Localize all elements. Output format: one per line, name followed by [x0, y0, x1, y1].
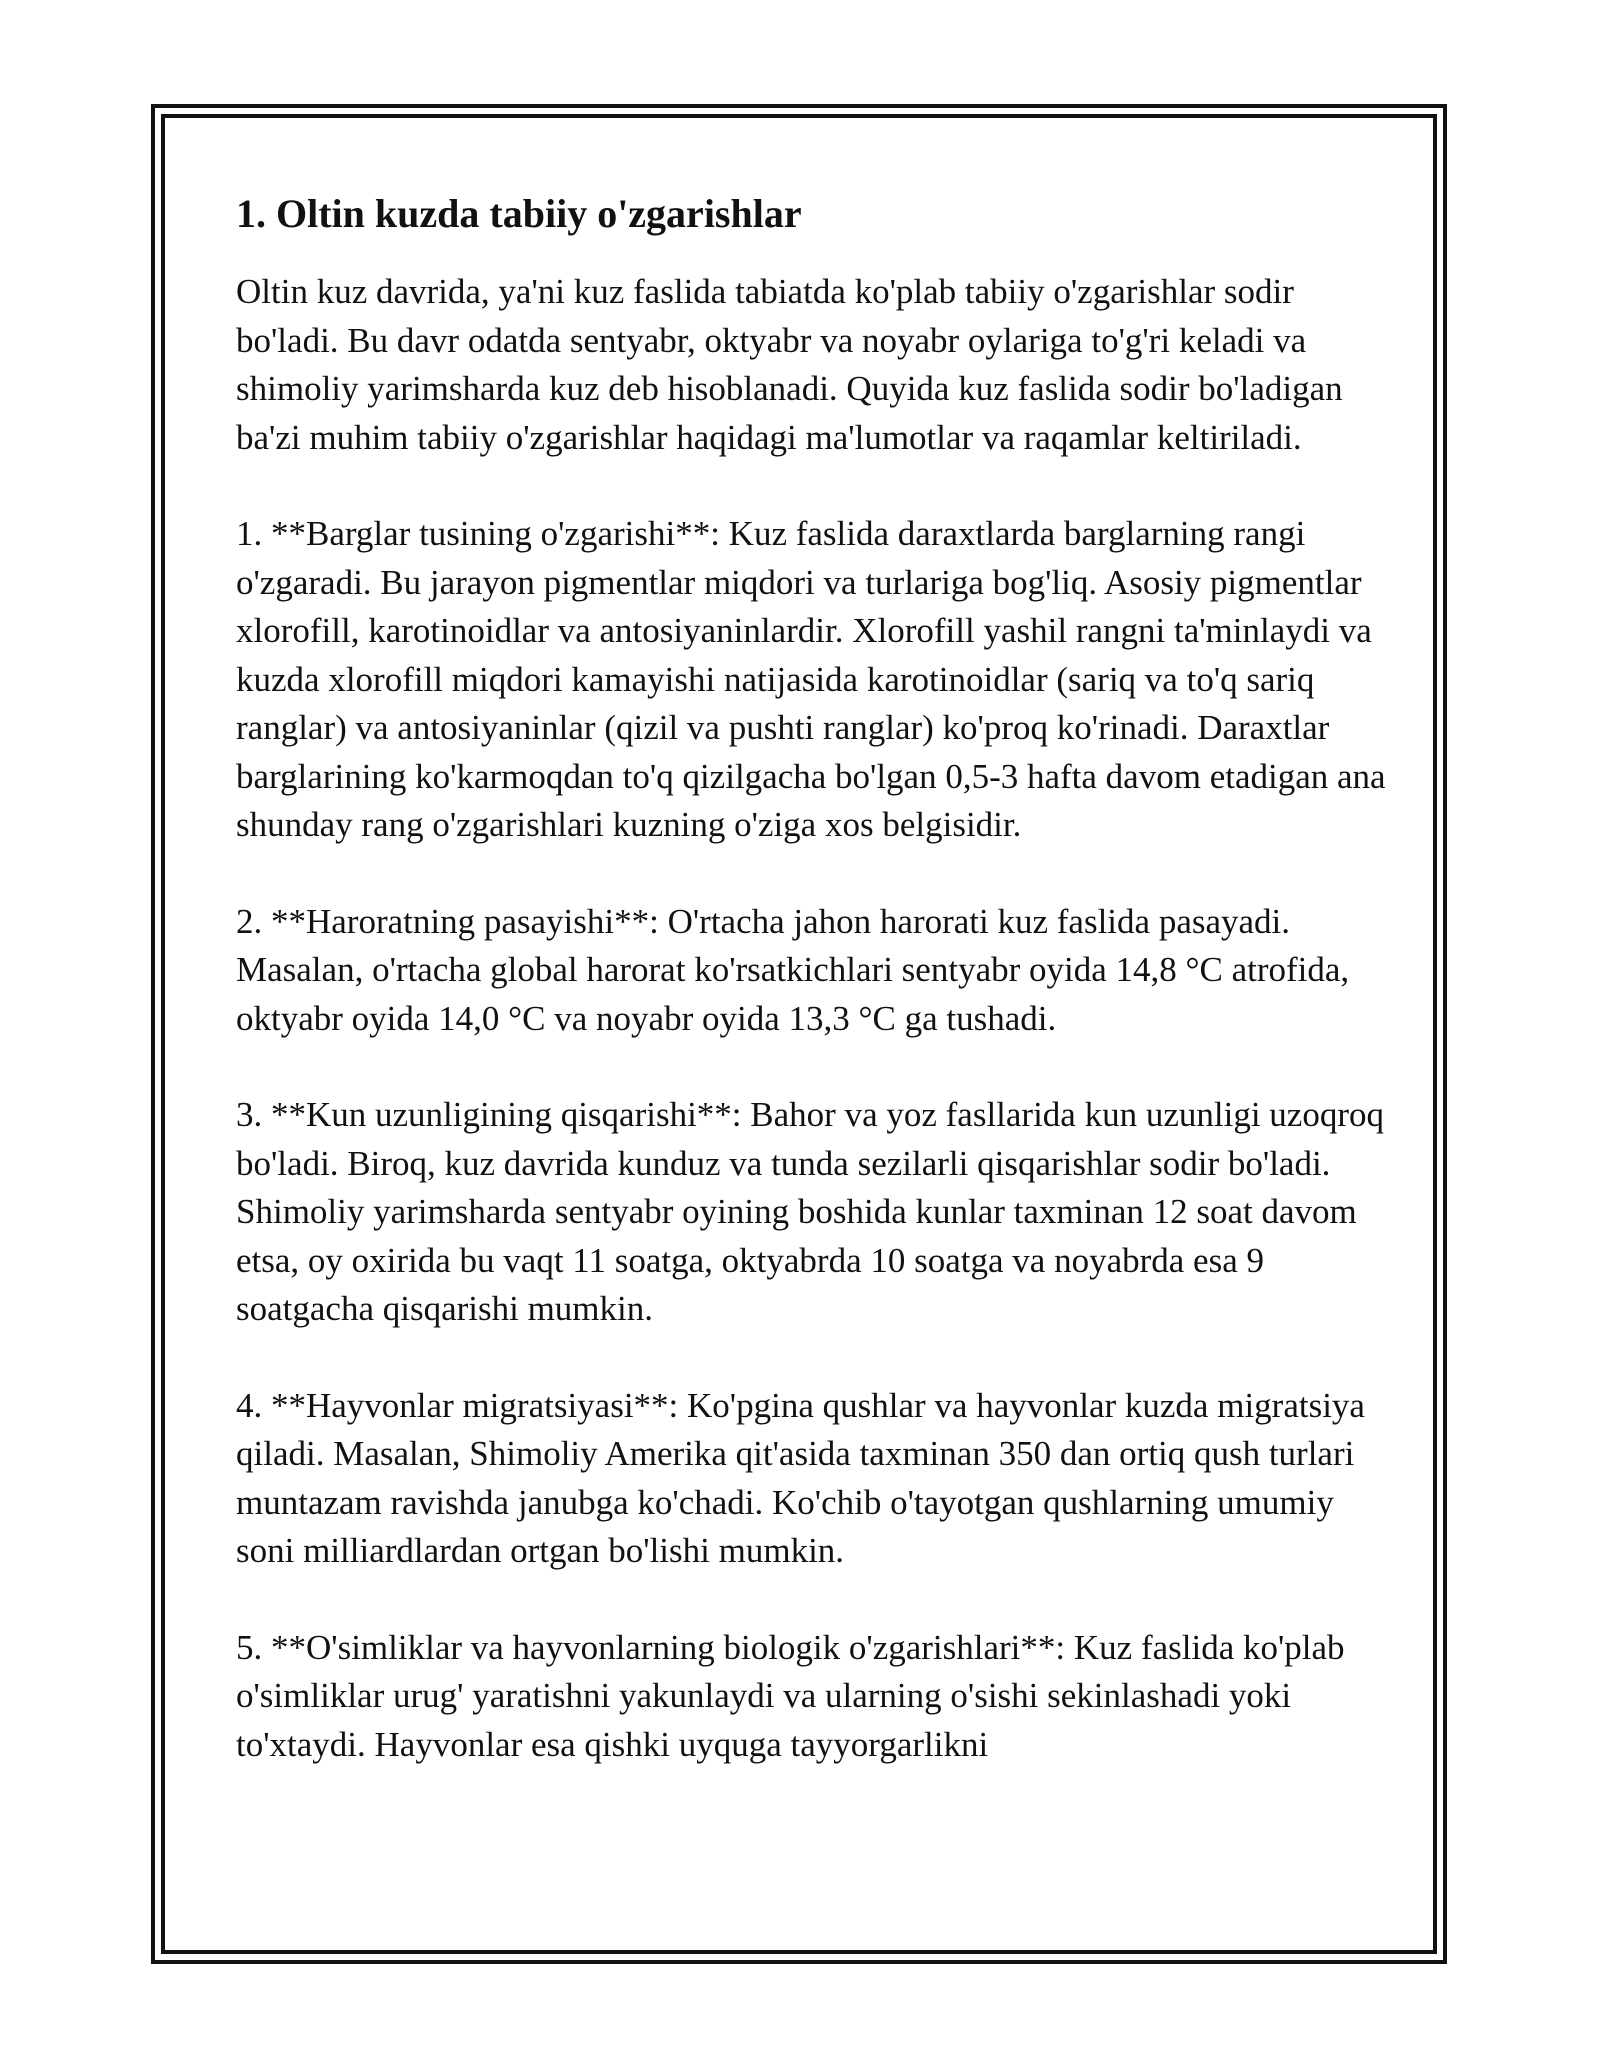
- paragraph-biological-changes: 5. **O'simliklar va hayvonlarning biologik o'zgarishlari**: Kuz faslida ko'plab o'simliklar urug' yaratishni yakunlaydi va ularning o'sishi sekinlashadi yoki to'xtaydi. Hayvonlar esa qishki uyquga tayyorgarlikni: [236, 1627, 1345, 1764]
- paragraph-leaf-color: 1. **Barglar tusining o'zgarishi**: Kuz faslida daraxtlarda barglarning rangi o'zgaradi. Bu jarayon pigmentlar miqdori va turlariga bog'liq. Asosiy pigmentlar xlorofill, karotinoidlar va antosiyaninlardir. Xlorofill yashil rangni ta'minlaydi va kuzda xlorofill miqdori kamayishi natijasida karotinoidlar (sariq va to'q sariq ranglar) va antosiyaninlar (qizil va pushti ranglar) ko'proq ko'rinadi. Daraxtlar barglarining ko'karmoqdan to'q qizilgacha bo'lgan 0,5-3 hafta davom etadigan ana shunday rang o'zgarishlari kuzning o'ziga xos belgisidir.: [236, 514, 1386, 844]
- section-heading: 1. Oltin kuzda tabiiy o'zgarishlar: [236, 191, 802, 236]
- paragraph-migration: 4. **Hayvonlar migratsiyasi**: Ko'pgina qushlar va hayvonlar kuzda migratsiya qiladi. Masalan, Shimoliy Amerika qit'asida taxminan 350 dan ortiq qush turlari muntazam ravishda janubga ko'chadi. Ko'chib o'tayotgan qushlarning umumiy soni milliardlardan ortgan bo'lishi mumkin.: [236, 1385, 1365, 1570]
- intro-paragraph: Oltin kuz davrida, ya'ni kuz faslida tabiatda ko'plab tabiiy o'zgarishlar sodir bo'ladi. Bu davr odatda sentyabr, oktyabr va noyabr oylariga to'g'ri keladi va shimoliy yarimsharda kuz deb hisoblanadi. Quyida kuz faslida sodir bo'ladigan ba'zi muhim tabiiy o'zgarishlar haqidagi ma'lumotlar va raqamlar keltiriladi.: [236, 272, 1343, 457]
- paragraph-day-length: 3. **Kun uzunligining qisqarishi**: Bahor va yoz fasllarida kun uzunligi uzoqroq bo'ladi. Biroq, kuz davrida kunduz va tunda sezilarli qisqarishlar sodir bo'ladi. Shimoliy yarimsharda sentyabr oyining boshida kunlar taxminan 12 soat davom etsa, oy oxirida bu vaqt 11 soatga, oktyabrda 10 soatga va noyabrda esa 9 soatgacha qisqarishi mumkin.: [236, 1095, 1384, 1328]
- document-content: [236, 182, 1386, 1817]
- paragraph-temperature: 2. **Haroratning pasayishi**: O'rtacha jahon harorati kuz faslida pasayadi. Masalan, o'rtacha global harorat ko'rsatkichlari sentyabr oyida 14,8 °C atrofida, oktyabr oyida 14,0 °C va noyabr oyida 13,3 °C ga tushadi.: [236, 901, 1350, 1038]
